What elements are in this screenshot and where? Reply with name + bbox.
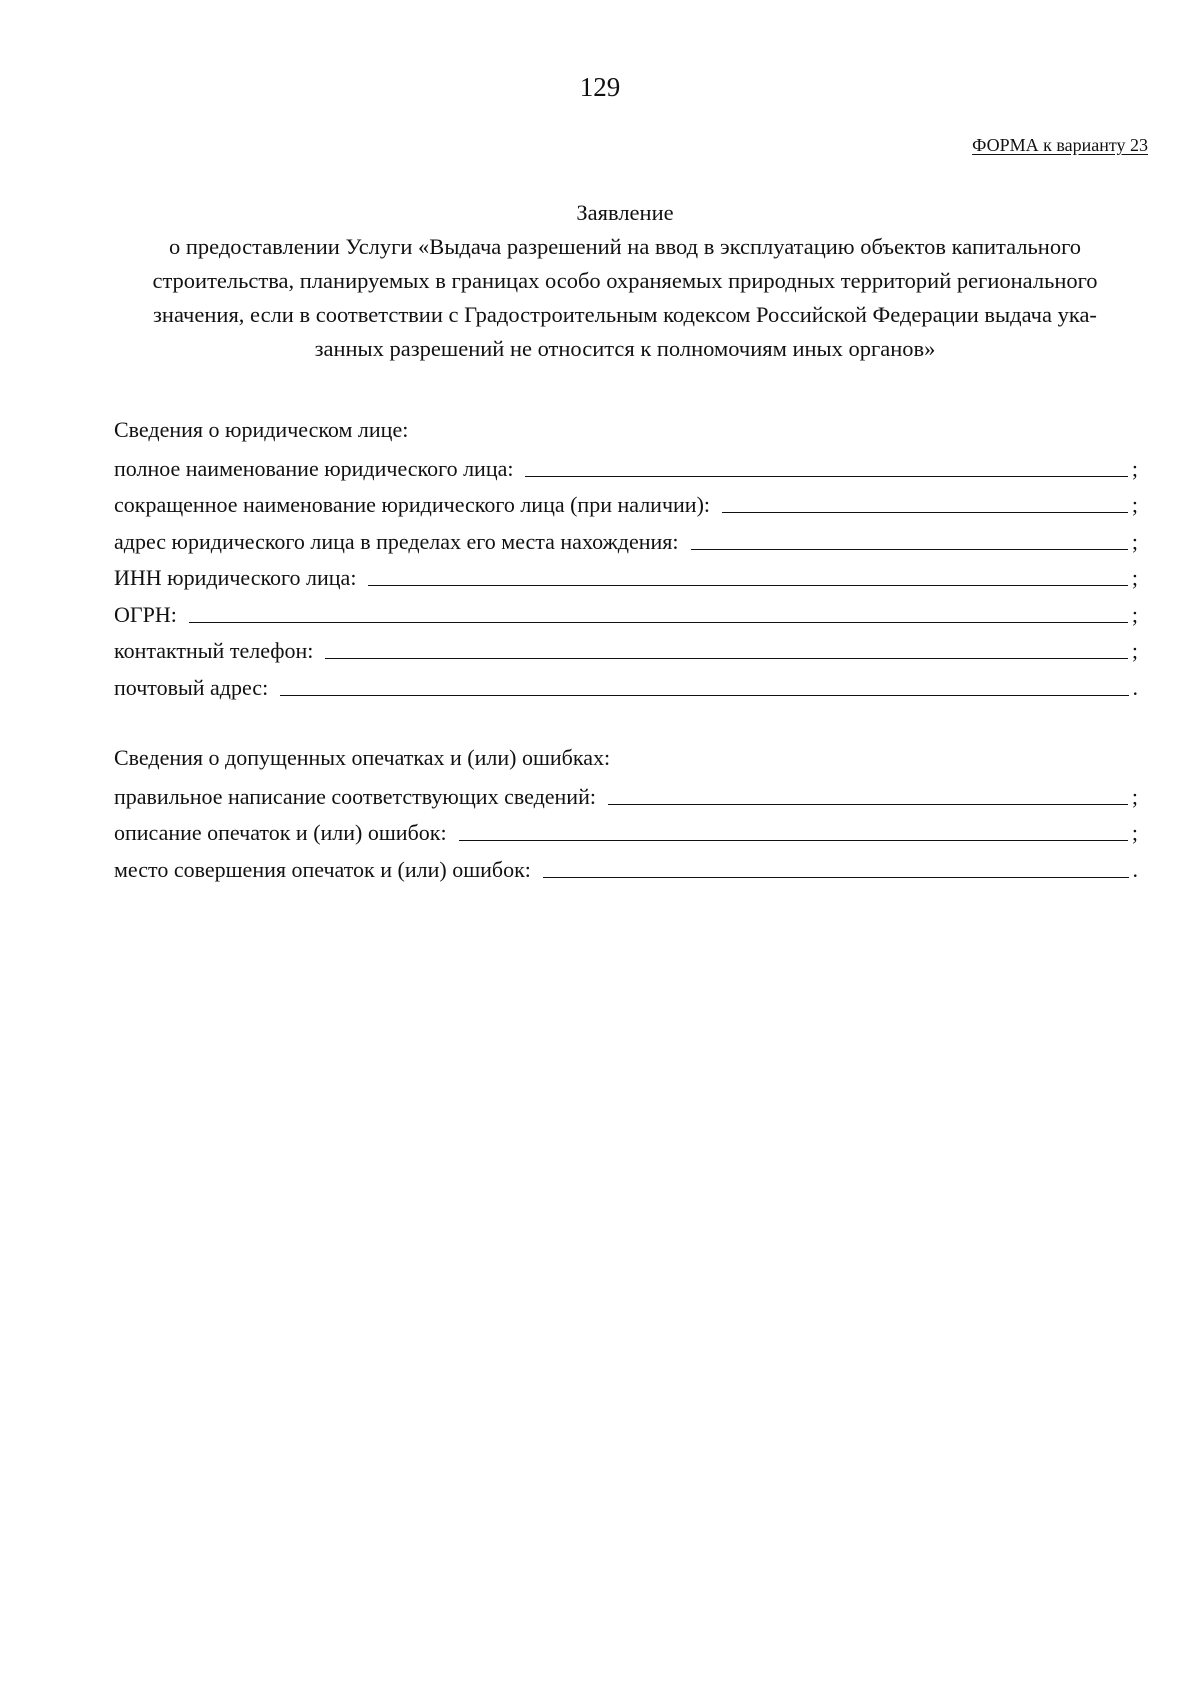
field-terminator: .: [1132, 674, 1138, 700]
field-terminator: ;: [1131, 565, 1138, 590]
phone-input-line[interactable]: [325, 658, 1128, 659]
field-label: полное наименование юридического лица:: [114, 455, 514, 481]
title-line: о предоставлении Услуги «Выдача разрешений на ввод в эксплуатацию объектов капитального: [168, 234, 1082, 259]
error-description-input-line[interactable]: [459, 840, 1128, 841]
field-label: сокращенное наименование юридического лица (при наличии):: [114, 492, 711, 517]
field-label: контактный телефон:: [114, 638, 314, 663]
section-heading: Сведения о юридическом лице:: [114, 417, 409, 442]
legal-entity-section: [114, 412, 1138, 704]
field-label: описание опечаток и (или) ошибок:: [114, 820, 447, 845]
field-terminator: ;: [1131, 601, 1138, 627]
title-heading: Заявление: [576, 200, 674, 225]
field-label: ОГРН:: [114, 601, 177, 627]
inn-field: [114, 558, 1138, 595]
field-label: ИНН юридического лица:: [114, 565, 357, 590]
correct-spelling-input-line[interactable]: [608, 804, 1128, 805]
field-label: правильное написание соответствующих сведений:: [114, 783, 596, 809]
short-name-field: [114, 485, 1138, 522]
section-heading: Сведения о допущенных опечатках и (или) ошибках:: [114, 745, 611, 770]
inn-input-line[interactable]: [368, 585, 1127, 586]
postal-address-field: [114, 667, 1138, 704]
field-label: место совершения опечаток и (или) ошибок:: [114, 856, 531, 882]
postal-address-input-line[interactable]: [280, 695, 1128, 696]
field-terminator: ;: [1131, 783, 1138, 809]
full-name-input-line[interactable]: [525, 476, 1127, 477]
field-terminator: ;: [1131, 455, 1138, 481]
short-name-input-line[interactable]: [722, 512, 1128, 513]
errors-section: [114, 740, 1138, 886]
correct-spelling-field: [114, 776, 1138, 813]
error-location-field: [114, 849, 1138, 886]
field-terminator: .: [1132, 856, 1138, 882]
form-reference: ФОРМА к варианту 23: [972, 135, 1148, 155]
address-input-line[interactable]: [691, 549, 1128, 550]
error-description-field: [114, 813, 1138, 850]
document-title: [110, 196, 1140, 366]
ogrn-field: [114, 594, 1138, 631]
phone-field: [114, 631, 1138, 668]
field-label: почтовый адрес:: [114, 674, 269, 700]
title-line: строительства, планируемых в границах особо охраняемых природных территорий регионального: [152, 268, 1098, 293]
field-terminator: ;: [1131, 820, 1138, 845]
full-name-field: [114, 448, 1138, 485]
page-number: 129: [579, 72, 621, 102]
field-terminator: ;: [1131, 638, 1138, 663]
title-line: значения, если в соответствии с Градостроительным кодексом Российской Федерации выдача ука-: [153, 302, 1097, 327]
field-terminator: ;: [1131, 492, 1138, 517]
error-location-input-line[interactable]: [543, 877, 1129, 878]
title-line: занных разрешений не относится к полномочиям иных органов»: [314, 336, 936, 361]
address-field: [114, 521, 1138, 558]
ogrn-input-line[interactable]: [189, 622, 1128, 623]
field-label: адрес юридического лица в пределах его места нахождения:: [114, 528, 679, 554]
field-terminator: ;: [1131, 528, 1138, 554]
